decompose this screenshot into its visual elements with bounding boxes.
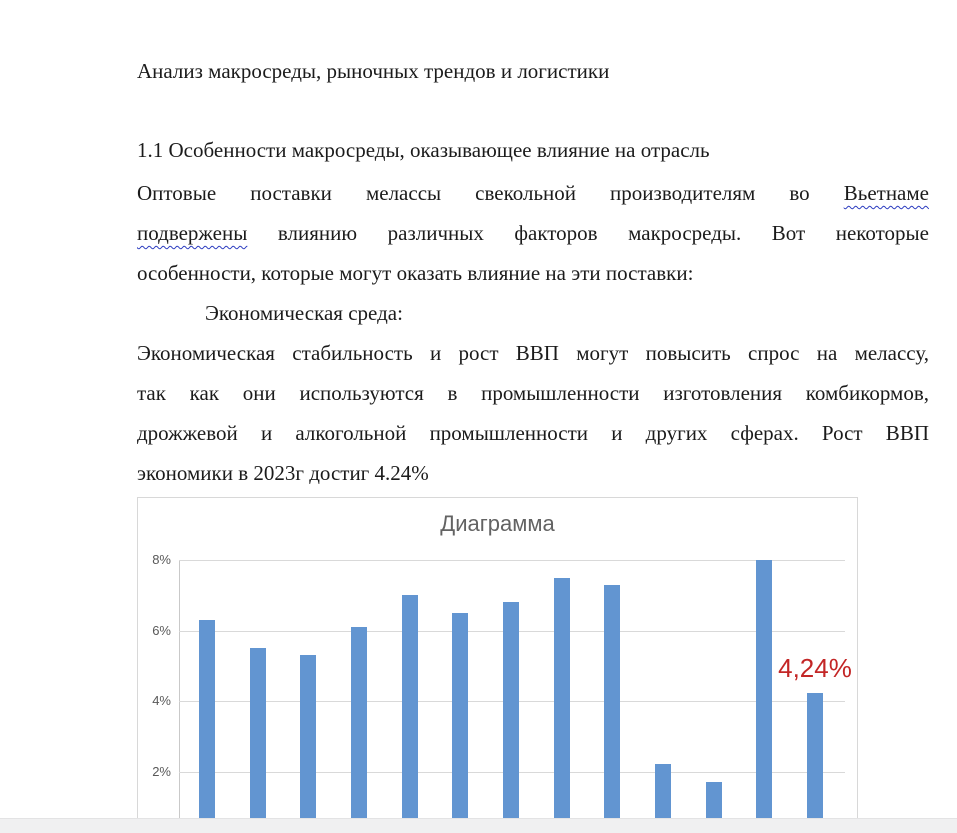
chart-gridline xyxy=(179,560,845,561)
spellcheck-underlined-word: подвержены xyxy=(137,221,248,245)
subheading-economic-environment: Экономическая среда: xyxy=(205,301,403,325)
paragraph-line xyxy=(137,173,929,213)
chart-data-label: 4,24% xyxy=(778,653,852,683)
paragraph-line: экономики в 2023г достиг 4.24% xyxy=(137,461,429,485)
chart-title: Диаграмма xyxy=(440,511,555,536)
chart-bar xyxy=(199,620,215,818)
spellcheck-underlined-word: Вьетнаме xyxy=(843,181,929,205)
chart-bar xyxy=(554,578,570,818)
chart-bar xyxy=(351,627,367,818)
chart-ytick-label: 8% xyxy=(152,552,171,567)
chart-bar xyxy=(452,613,468,818)
chart-ytick-label: 6% xyxy=(152,622,171,638)
chart-bar xyxy=(706,782,722,818)
paragraph-line: особенности, которые могут оказать влияние на эти поставки: xyxy=(137,261,694,285)
paragraph-line: так как они используются в промышленности изготовления комбикормов, xyxy=(137,381,929,405)
paragraph-macro-factors xyxy=(137,173,929,293)
chart-bar xyxy=(402,595,418,818)
paragraph-gdp-growth xyxy=(137,333,929,493)
chart-bar xyxy=(250,648,266,818)
embedded-bar-chart[interactable] xyxy=(137,497,858,818)
document-title: Анализ макросреды, рыночных трендов и логистики xyxy=(137,59,610,83)
chart-ytick-label: 4% xyxy=(152,693,171,708)
page-bottom-gap xyxy=(0,818,957,833)
paragraph-line: Экономическая стабильность и рост ВВП могут повысить спрос на мелассу, xyxy=(137,341,929,365)
paragraph-text: Оптовые поставки мелассы свекольной производителям во xyxy=(137,181,844,205)
section-heading: 1.1 Особенности макросреды, оказывающее влияние на отрасль xyxy=(137,138,710,162)
chart-bar xyxy=(503,602,519,818)
chart-bar xyxy=(807,693,823,818)
chart-ytick-label: 2% xyxy=(152,763,171,779)
paragraph-line xyxy=(137,213,929,253)
chart-bar xyxy=(604,585,620,818)
chart-bar xyxy=(756,560,772,818)
paragraph-line: дрожжевой и алкогольной промышленности и других сферах. Рост ВВП xyxy=(137,421,929,445)
paragraph-text: влиянию различных факторов макросреды. Вот некоторые xyxy=(247,221,929,245)
chart-bar xyxy=(655,764,671,818)
chart-y-axis-line xyxy=(179,560,180,818)
chart-bar xyxy=(300,655,316,818)
